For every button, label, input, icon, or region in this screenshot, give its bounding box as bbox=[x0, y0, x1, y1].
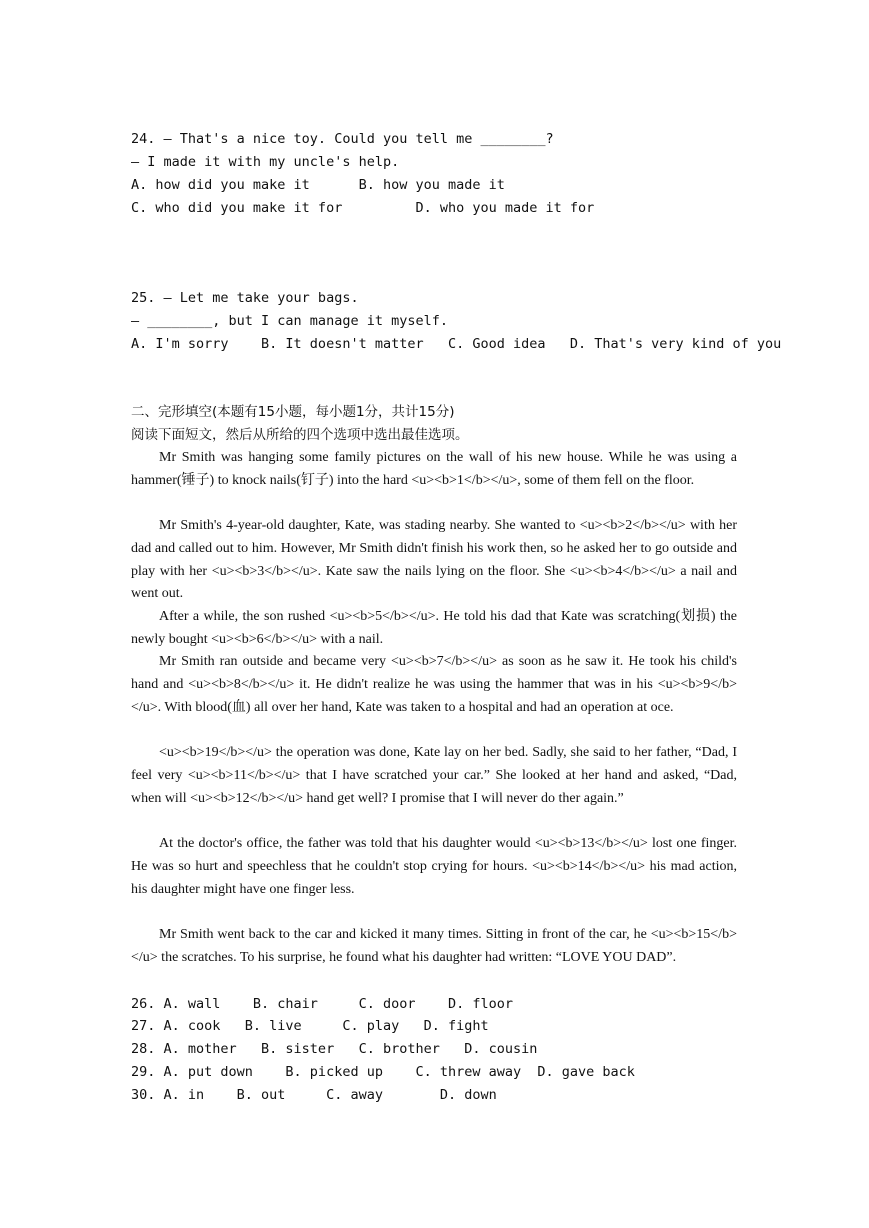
q28-options: 28. A. mother B. sister C. brother D. cousin bbox=[131, 1041, 538, 1057]
q24-options-cd: C. who did you make it for D. who you made it for bbox=[131, 200, 595, 216]
passage-paragraph-2: Mr Smith's 4-year-old daughter, Kate, was stading nearby. She wanted to <u><b>2</b></u> with her dad and called out to him. However, Mr Smith didn't finish his work then, so he asked her to go outside and play with her <u><b>3</b></u>. Kate saw the nails lying on the floor. She <u><b>4</b></u> a nail and went out. bbox=[131, 518, 737, 602]
section-instruction: 阅读下面短文，然后从所给的四个选项中选出最佳选项。 bbox=[131, 427, 469, 443]
passage-paragraph-3: After a while, the son rushed <u><b>5</b></u>. He told his dad that Kate was scratching(划损) the newly bought <u><b>6</b></u> with a nail. bbox=[131, 609, 737, 647]
q24-stem: 24. — That's a nice toy. Could you tell me ________? bbox=[131, 131, 554, 147]
q24-options-ab: A. how did you make it B. how you made it bbox=[131, 177, 505, 193]
section-heading: 二、完形填空(本题有15小题，每小题1分，共计15分) bbox=[131, 404, 455, 420]
q30-options: 30. A. in B. out C. away D. down bbox=[131, 1087, 497, 1103]
q24-reply: — I made it with my uncle's help. bbox=[131, 154, 400, 170]
passage-paragraph-5: <u><b>19</b></u> the operation was done, Kate lay on her bed. Sadly, she said to her father, “Dad, I feel very <u><b>11</b></u> that I have scratched your car.” She looked at her hand and asked, “Dad, when will <u><b>12</b></u> hand get well? I promise that I will never do ther again.” bbox=[131, 745, 737, 806]
q25-reply: — ________, but I can manage it myself. bbox=[131, 313, 448, 329]
q29-options: 29. A. put down B. picked up C. threw away D. gave back bbox=[131, 1064, 635, 1080]
passage-paragraph-4: Mr Smith ran outside and became very <u><b>7</b></u> as soon as he saw it. He took his child's hand and <u><b>8</b></u> it. He didn't realize he was using the hammer that was in his <u><b>9</b></u>. With blood(血) all over her hand, Kate was taken to a hospital and had an operation at oce. bbox=[131, 654, 737, 715]
passage-paragraph-1: Mr Smith was hanging some family pictures on the wall of his new house. While he was using a hammer(锤子) to knock nails(钉子) into the hard <u><b>1</b></u>, some of them fell on the floor. bbox=[131, 450, 737, 488]
q25-stem: 25. — Let me take your bags. bbox=[131, 290, 359, 306]
passage-paragraph-6: At the doctor's office, the father was told that his daughter would <u><b>13</b></u> lost one finger. He was so hurt and speechless that he couldn't stop crying for hours. <u><b>14</b></u> his mad action, his daughter might have one finger less. bbox=[131, 836, 737, 897]
q26-options: 26. A. wall B. chair C. door D. floor bbox=[131, 996, 514, 1012]
q27-options: 27. A. cook B. live C. play D. fight bbox=[131, 1018, 489, 1034]
q25-options: A. I'm sorry B. It doesn't matter C. Good idea D. That's very kind of you bbox=[131, 336, 782, 352]
passage-paragraph-7: Mr Smith went back to the car and kicked it many times. Sitting in front of the car, he <u><b>15</b></u> the scratches. To his surprise, he found what his daughter had written: “LOVE YOU DAD”. bbox=[131, 927, 737, 965]
